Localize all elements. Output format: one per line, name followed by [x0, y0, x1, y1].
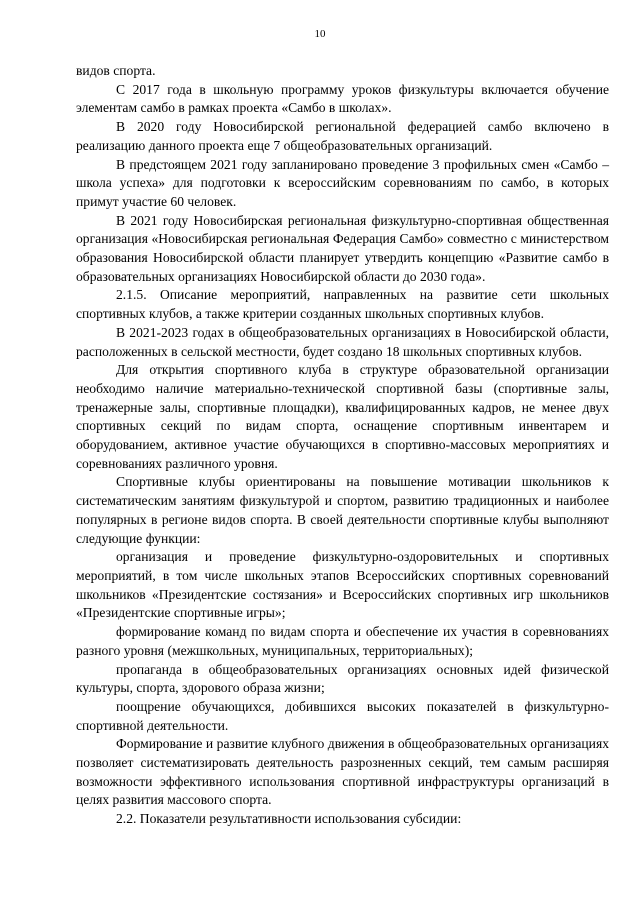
paragraph: Для открытия спортивного клуба в структуре образовательной организации необходимо наличие материально-технической спортивной базы (спортивные залы, тренажерные залы, спортивные площадки), квалифицированных кадров, не менее двух спортивных секций по видам спорта, оснащение спортивным инвентарем и оборудованием, активное участие обучающихся в спортивно-массовых мероприятиях и соревнованиях различного уровня. [76, 362, 609, 471]
paragraph: В 2021-2023 годах в общеобразовательных организациях в Новосибирской области, расположенных в сельской местности, будет создано 18 школьных спортивных клубов. [76, 324, 609, 359]
list-item: поощрение обучающихся, добившихся высоких показателей в физкультурно-спортивной деятельности. [76, 698, 609, 733]
list-item: пропаганда в общеобразовательных организациях основных идей физической культуры, спорта, здорового образа жизни; [76, 661, 609, 696]
section-heading: 2.1.5. Описание мероприятий, направленных на развитие сети школьных спортивных клубов, а также критерии созданных школьных спортивных клубов. [76, 287, 609, 322]
paragraph: видов спорта. [76, 63, 156, 78]
document-body [76, 62, 609, 829]
list-item: формирование команд по видам спорта и обеспечение их участия в соревнованиях разного уровня (межшкольных, муниципальных, территориальных); [76, 624, 609, 658]
paragraph: В предстоящем 2021 году запланировано проведение 3 профильных смен «Самбо – школа успеха» для подготовки к всероссийским соревнованиям по самбо, в которых примут участие 60 человек. [76, 156, 609, 209]
page-number: 10 [314, 28, 326, 40]
paragraph: С 2017 года в школьную программу уроков физкультуры включается обучение элементам самбо в рамках проекта «Самбо в школах». [76, 81, 609, 116]
list-item: организация и проведение физкультурно-оздоровительных и спортивных мероприятий, в том числе школьных этапов Всероссийских спортивных соревнований школьников «Президентские состязания» и Всероссийских спортивных игр школьников «Президентские спортивные игры»; [76, 549, 609, 621]
paragraph: Формирование и развитие клубного движения в общеобразовательных организациях позволяет систематизировать деятельность разрозненных секций, тем самым расширяя возможности эффективного использования спортивной инфраструктуры организаций в целях развития массового спорта. [76, 736, 609, 808]
paragraph: В 2021 году Новосибирская региональная физкультурно-спортивная общественная организация «Новосибирская региональная Федерация Самбо» совместно с министерством образования Новосибирской области планирует утвердить концепцию «Развитие самбо в образовательных организациях Новосибирской области до 2030 года». [76, 212, 609, 284]
paragraph: Спортивные клубы ориентированы на повышение мотивации школьников к систематическим занятиям физкультурой и спортом, развитию традиционных и наиболее популярных в регионе видов спорта. В своей деятельности спортивные клубы выполняют следующие функции: [76, 474, 609, 546]
section-heading: 2.2. Показатели результативности использования субсидии: [116, 811, 462, 827]
paragraph: В 2020 году Новосибирской региональной федерацией самбо включено в реализацию данного проекта еще 7 общеобразовательных организаций. [76, 119, 609, 153]
